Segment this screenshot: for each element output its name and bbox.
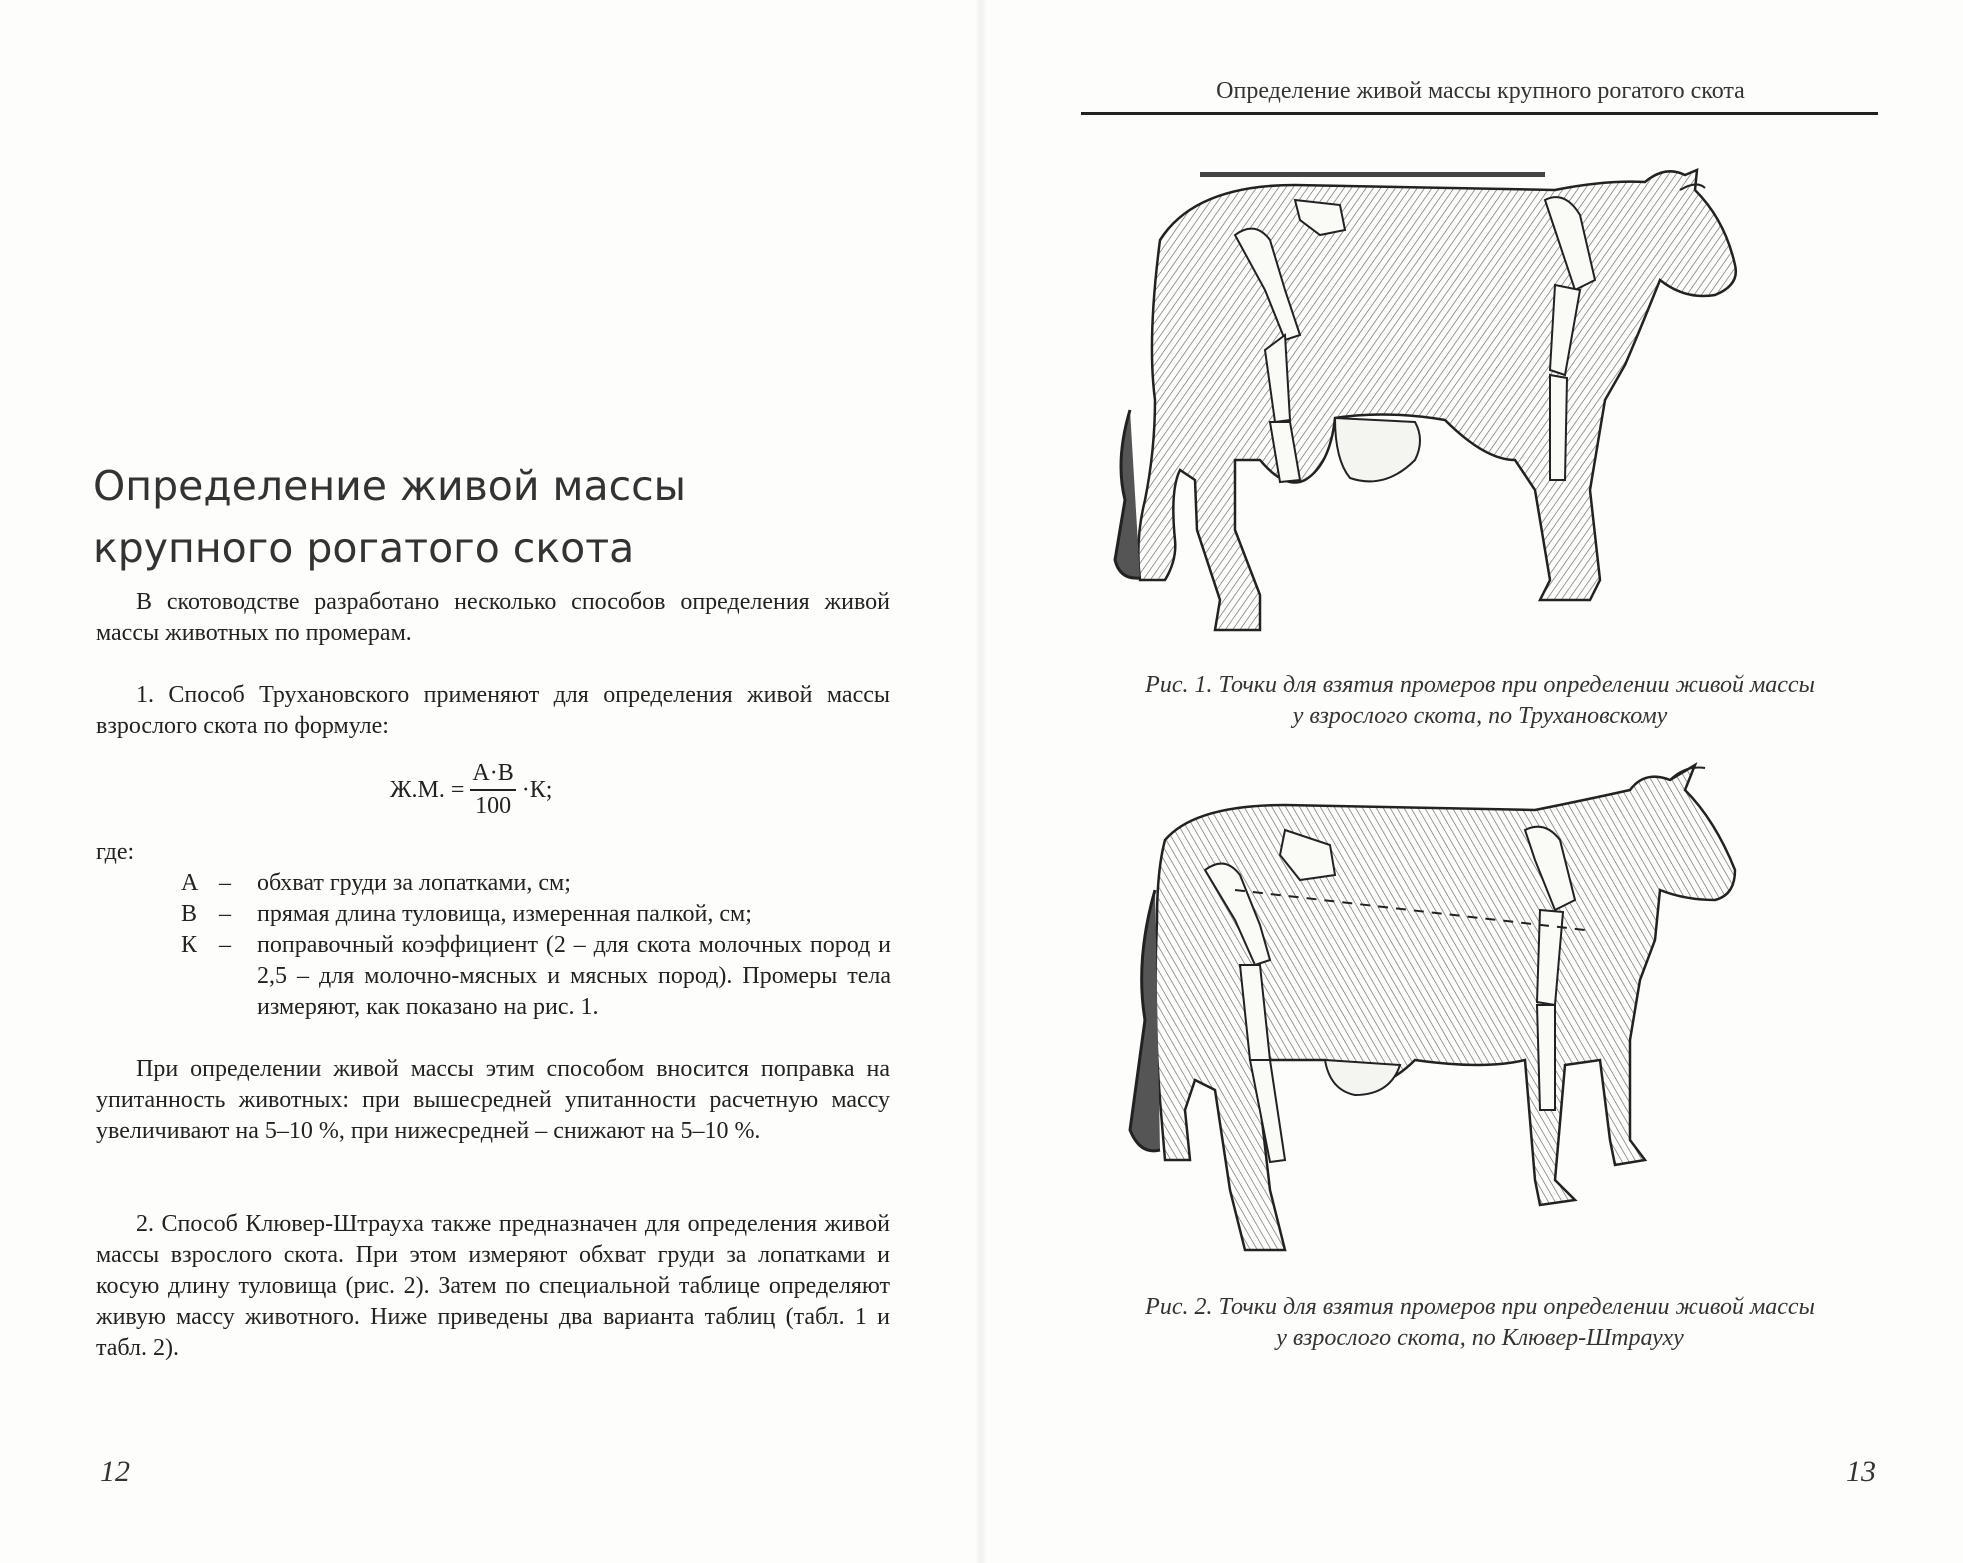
formula-lhs: Ж.М. = [390,776,465,803]
figure-2-caption-line-1: Рис. 2. Точки для взятия промеров при определении живой массы [1145,1294,1815,1320]
intro-paragraph: В скотоводстве разработано несколько способов определения живой массы животных по промерам. [96,589,890,646]
udder [1325,1060,1400,1095]
legend-key: А [181,870,199,896]
legend-dash: – [219,901,231,927]
figure-2-caption-line-2: у взрослого скота, по Клювер-Штрауху [1276,1325,1684,1351]
where-label: где: [96,839,135,865]
left-page [0,0,981,1563]
legend-dash: – [219,870,231,896]
legend-item [181,930,891,1023]
tail [1115,410,1140,578]
figure-2-caption [1085,1292,1875,1354]
figure-1-caption [1085,670,1875,732]
correction-paragraph: При определении живой массы этим способом вносится поправка на упитанность животных: при вышесредней упитанности расчетную массу увеличивают на 5–10 %, при нижесредней – снижают на 5–10 %. [96,1056,890,1144]
formula-fraction [470,760,515,820]
legend-item [181,899,891,930]
header-rule [1081,112,1878,115]
formula-numerator: А·В [470,760,515,791]
title-line-2: крупного рогатого скота [93,524,635,572]
formula-denominator: 100 [475,793,512,819]
legend-definition: прямая длина туловища, измеренная палкой, см; [257,901,752,927]
legend-definition: обхват груди за лопатками, см; [257,870,571,896]
method2-paragraph: 2. Способ Клювер-Штрауха также предназначен для определения живой массы взрослого скота. При этом измеряют обхват груди за лопатками и косую длину туловища (рис. 2). Затем по специальной таблице определяют живую массу животного. Ниже приведены два варианта таблиц (табл. 1 и табл. 2). [96,1211,890,1361]
legend-item [181,868,891,899]
truhanovsky-formula [390,755,690,825]
udder [1335,418,1420,481]
method1-paragraph: 1. Способ Трухановского применяют для определения живой массы взрослого скота по формуле: [96,682,890,739]
page-number-right: 13 [1846,1455,1876,1488]
measuring-stick [1200,172,1545,177]
figure-1-cow-illustration [1085,160,1875,650]
legend-key: К [181,932,198,958]
page-number-left: 12 [100,1455,130,1488]
legend-dash: – [219,932,231,958]
figure-2-cow-illustration [1085,760,1875,1270]
page-title [93,455,793,579]
formula-rhs: ·К; [521,776,553,803]
legend-key: В [181,901,198,927]
title-line-1: Определение живой массы [93,462,687,510]
book-gutter [975,0,987,1563]
tail [1130,890,1160,1151]
cow-body [1156,765,1735,1250]
legend-definition: поправочный коэффициент (2 – для скота молочных пород и 2,5 – для молочно-мясных и мясных пород). Промеры тела измеряют, как показано на рис. 1. [257,932,891,1020]
figure-1-caption-line-1: Рис. 1. Точки для взятия промеров при определении живой массы [1145,672,1815,698]
cow-body [1138,170,1735,630]
figure-1-caption-line-2: у взрослого скота, по Трухановскому [1292,703,1668,729]
running-head: Определение живой массы крупного рогатого скота [1216,78,1745,104]
